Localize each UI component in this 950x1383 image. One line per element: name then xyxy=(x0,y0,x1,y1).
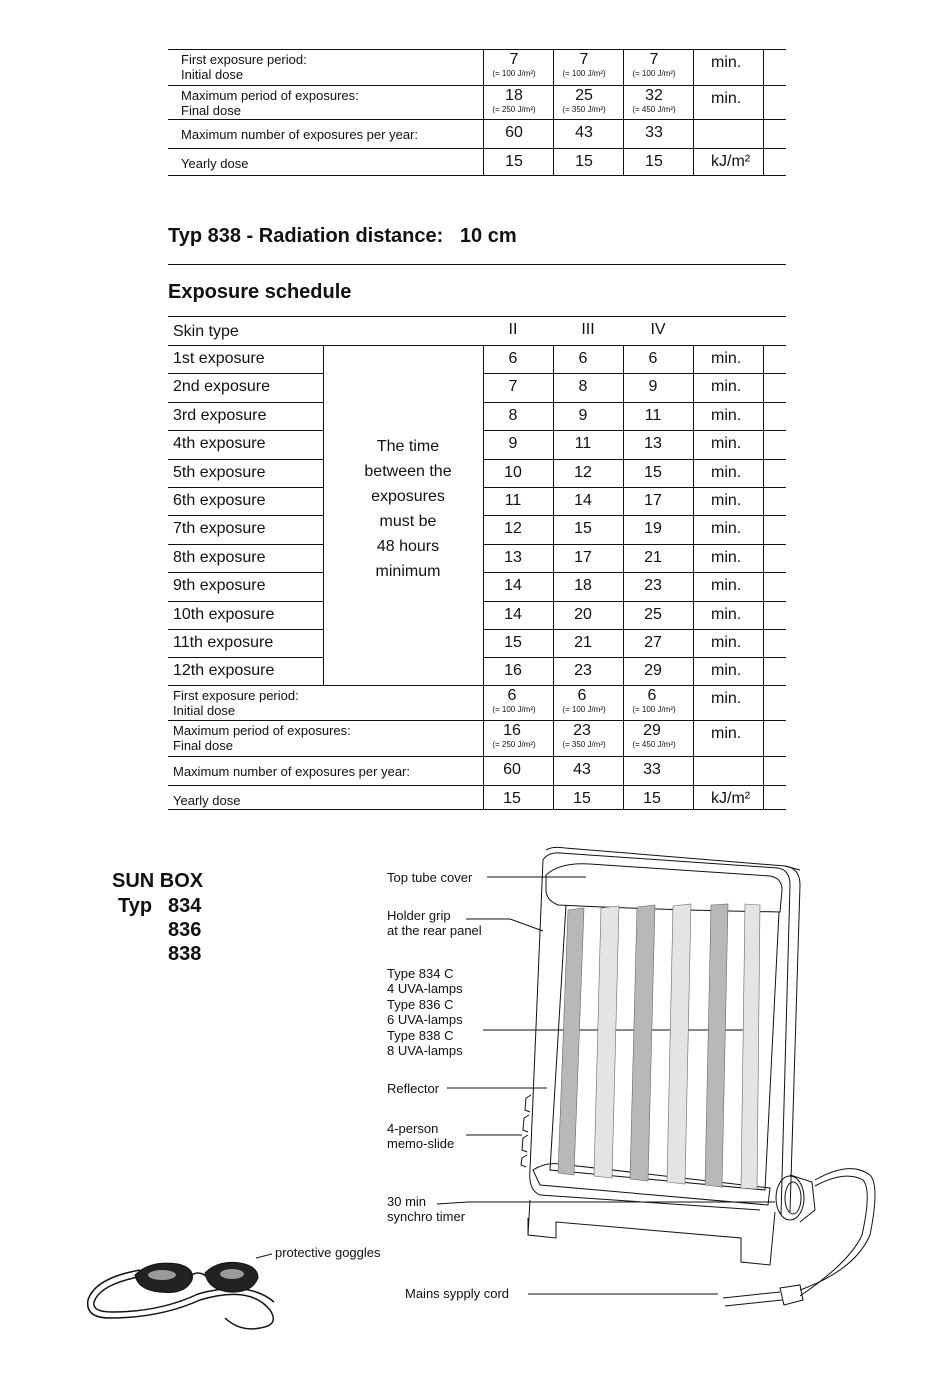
row-divider xyxy=(168,629,323,630)
label-lamps-5: 8 UVA-lamps xyxy=(387,1043,463,1058)
exposure-value: 29 xyxy=(644,662,662,680)
unit-label: min. xyxy=(711,406,742,424)
cell-value: 43 xyxy=(575,124,593,141)
exposure-value: 13 xyxy=(644,435,662,453)
summary-subvalue: (= 100 J/m²) xyxy=(562,705,606,714)
label-lamps-0: Type 834 C xyxy=(387,966,454,981)
unit-label: kJ/m² xyxy=(711,153,751,170)
exposure-value: 14 xyxy=(504,605,522,623)
skin-type-label: Skin type xyxy=(173,323,239,340)
exposure-label: 5th exposure xyxy=(173,463,266,481)
sunbox-illustration xyxy=(0,830,950,1383)
summary-subvalue: (= 100 J/m²) xyxy=(492,705,536,714)
exposure-value: 11 xyxy=(574,435,592,453)
summary-label: Initial dose xyxy=(173,703,236,718)
summary-subvalue: (= 250 J/m²) xyxy=(492,740,536,749)
unit-label: min. xyxy=(711,492,742,509)
exposure-value: 25 xyxy=(644,605,662,623)
unit-label: min. xyxy=(711,548,742,566)
row-divider xyxy=(483,402,786,403)
label-lamps-2: Type 836 C xyxy=(387,997,454,1012)
model-834: 834 xyxy=(168,895,202,917)
exposure-label: 11th exposure xyxy=(173,634,274,651)
unit-label: min. xyxy=(711,463,742,481)
skin-type-iv: IV xyxy=(650,321,666,338)
row-divider xyxy=(168,487,323,488)
summary-value: 16 xyxy=(503,722,521,739)
exposure-value: 17 xyxy=(644,492,662,509)
unit-label: min. xyxy=(711,90,742,107)
exposure-value: 8 xyxy=(578,378,588,396)
label-memo-slide-2: memo-slide xyxy=(387,1136,455,1151)
summary-value: 60 xyxy=(503,761,521,778)
label-holder-grip-1: Holder grip xyxy=(387,908,451,923)
label-top-tube-cover: Top tube cover xyxy=(387,870,473,885)
exposure-value: 11 xyxy=(504,492,522,509)
unit-label: min. xyxy=(711,634,742,651)
exposure-value: 15 xyxy=(574,520,592,538)
cell-value: 15 xyxy=(575,153,593,170)
row-divider xyxy=(168,657,323,658)
summary-value: 29 xyxy=(643,722,661,739)
row-divider xyxy=(168,601,323,602)
label-timer-2: synchro timer xyxy=(387,1209,466,1224)
cell-subvalue: (= 350 J/m²) xyxy=(562,105,606,114)
exposure-value: 12 xyxy=(504,520,522,538)
exposure-value: 19 xyxy=(644,520,662,538)
row-label: Maximum period of exposures: xyxy=(181,88,359,103)
exposure-value: 27 xyxy=(644,634,662,651)
unit-label: min. xyxy=(711,662,742,680)
label-lamps-1: 4 UVA-lamps xyxy=(387,981,463,996)
exposure-value: 21 xyxy=(644,548,662,566)
cell-value: 33 xyxy=(645,124,663,141)
unit-label: min. xyxy=(711,378,742,396)
cell-subvalue: (= 450 J/m²) xyxy=(632,105,676,114)
unit-label: kJ/m² xyxy=(711,790,751,807)
label-memo-slide-1: 4-person xyxy=(387,1121,439,1136)
cell-value: 32 xyxy=(645,87,663,104)
exposure-value: 12 xyxy=(574,463,592,481)
summary-label: Maximum period of exposures: xyxy=(173,723,351,738)
exposure-label: 2nd exposure xyxy=(173,378,270,396)
cell-subvalue: (= 100 J/m²) xyxy=(632,69,676,78)
exposure-value: 6 xyxy=(578,350,588,367)
row-label: Maximum number of exposures per year: xyxy=(181,127,418,142)
unit-label: min. xyxy=(711,577,742,595)
summary-value: 6 xyxy=(507,687,517,704)
exposure-label: 8th exposure xyxy=(173,548,266,566)
summary-label: First exposure period: xyxy=(173,688,299,703)
exposure-value: 23 xyxy=(574,662,592,680)
row-divider xyxy=(168,756,786,757)
exposure-value: 18 xyxy=(574,577,592,595)
row-divider xyxy=(483,572,786,573)
row-divider xyxy=(168,544,323,545)
exposure-label: 10th exposure xyxy=(173,605,275,623)
exposure-label: 9th exposure xyxy=(173,577,266,595)
summary-label: Maximum number of exposures per year: xyxy=(173,764,410,779)
row-divider xyxy=(483,601,786,602)
unit-label: min. xyxy=(711,605,742,623)
schedule-title: Exposure schedule xyxy=(168,281,352,303)
exposure-value: 23 xyxy=(644,577,662,595)
label-cord: Mains sypply cord xyxy=(405,1286,510,1301)
cell-value: 7 xyxy=(509,51,519,68)
exposure-value: 21 xyxy=(574,634,592,651)
summary-subvalue: (= 350 J/m²) xyxy=(562,740,606,749)
summary-subvalue: (= 450 J/m²) xyxy=(632,740,676,749)
summary-value: 33 xyxy=(643,761,661,778)
exposure-value: 6 xyxy=(508,350,518,367)
summary-value: 15 xyxy=(573,790,591,807)
row-label: First exposure period: xyxy=(181,52,307,67)
summary-value: 6 xyxy=(577,687,587,704)
summary-label: Yearly dose xyxy=(173,793,241,808)
cell-value: 15 xyxy=(645,153,663,170)
row-divider xyxy=(483,430,786,431)
unit-label: min. xyxy=(711,350,742,367)
exposure-value: 8 xyxy=(508,406,518,424)
exposure-value: 10 xyxy=(504,463,522,481)
summary-value: 6 xyxy=(647,687,657,704)
exposure-value: 11 xyxy=(644,406,662,424)
row-divider xyxy=(483,544,786,545)
row-divider xyxy=(483,459,786,460)
label-holder-grip-2: at the rear panel xyxy=(387,923,482,938)
model-836: 836 xyxy=(168,919,202,941)
label-reflector: Reflector xyxy=(387,1081,440,1096)
cell-subvalue: (= 100 J/m²) xyxy=(492,69,536,78)
label-lamps-4: Type 838 C xyxy=(387,1028,454,1043)
model-838: 838 xyxy=(168,943,202,965)
row-divider xyxy=(483,515,786,516)
exposure-value: 7 xyxy=(508,378,518,396)
cell-value: 25 xyxy=(575,87,593,104)
exposure-value: 14 xyxy=(504,577,522,595)
row-divider xyxy=(168,459,323,460)
exposure-value: 15 xyxy=(504,634,522,651)
label-lamps-3: 6 UVA-lamps xyxy=(387,1012,463,1027)
section-title: Typ 838 - Radiation distance: 10 cm xyxy=(168,225,517,247)
exposure-value: 14 xyxy=(574,492,592,509)
exposure-value: 17 xyxy=(574,548,592,566)
unit-label: min. xyxy=(711,54,742,71)
summary-subvalue: (= 100 J/m²) xyxy=(632,705,676,714)
exposure-label: 12th exposure xyxy=(173,662,275,680)
row-divider xyxy=(168,402,323,403)
row-label: Initial dose xyxy=(181,67,244,82)
exposure-label: 7th exposure xyxy=(173,520,266,538)
summary-label: Final dose xyxy=(173,738,233,753)
typ-label: Typ xyxy=(118,895,153,917)
skin-type-ii: II xyxy=(508,321,518,338)
exposure-value: 9 xyxy=(508,435,518,453)
unit-label: min. xyxy=(711,725,742,742)
summary-value: 15 xyxy=(503,790,521,807)
row-divider xyxy=(168,720,786,721)
summary-value: 15 xyxy=(643,790,661,807)
unit-label: min. xyxy=(711,435,742,453)
exposure-value: 13 xyxy=(504,548,522,566)
cell-subvalue: (= 100 J/m²) xyxy=(562,69,606,78)
row-divider xyxy=(168,430,323,431)
exposure-value: 6 xyxy=(648,350,658,367)
exposure-label: 1st exposure xyxy=(173,350,265,367)
row-divider xyxy=(483,373,786,374)
row-divider xyxy=(168,785,786,786)
cell-value: 18 xyxy=(505,87,523,104)
row-label: Final dose xyxy=(181,103,241,118)
exposure-value: 9 xyxy=(578,406,588,424)
exposure-label: 4th exposure xyxy=(173,435,266,453)
interval-note: The time between the exposures must be 48 hours minimum xyxy=(364,438,452,580)
cell-value: 7 xyxy=(649,51,659,68)
exposure-label: 6th exposure xyxy=(173,492,266,509)
exposure-label: 3rd exposure xyxy=(173,406,267,424)
summary-value: 23 xyxy=(573,722,591,739)
row-divider xyxy=(483,657,786,658)
unit-label: min. xyxy=(711,520,742,538)
exposure-value: 9 xyxy=(648,378,658,396)
row-divider xyxy=(483,487,786,488)
cell-value: 60 xyxy=(505,124,523,141)
exposure-value: 20 xyxy=(574,605,592,623)
row-divider xyxy=(168,572,323,573)
exposure-value: 16 xyxy=(504,662,522,680)
exposure-value: 15 xyxy=(644,463,662,481)
row-label: Yearly dose xyxy=(181,156,249,171)
label-goggles: protective goggles xyxy=(275,1245,381,1260)
row-divider xyxy=(168,515,323,516)
summary-value: 43 xyxy=(573,761,591,778)
cell-value: 15 xyxy=(505,153,523,170)
cell-value: 7 xyxy=(579,51,589,68)
product-name: SUN BOX xyxy=(112,870,204,892)
unit-label: min. xyxy=(711,690,742,707)
row-divider xyxy=(168,373,323,374)
cell-subvalue: (= 250 J/m²) xyxy=(492,105,536,114)
label-timer-1: 30 min xyxy=(387,1194,427,1209)
skin-type-iii: III xyxy=(581,321,595,338)
row-divider xyxy=(483,629,786,630)
